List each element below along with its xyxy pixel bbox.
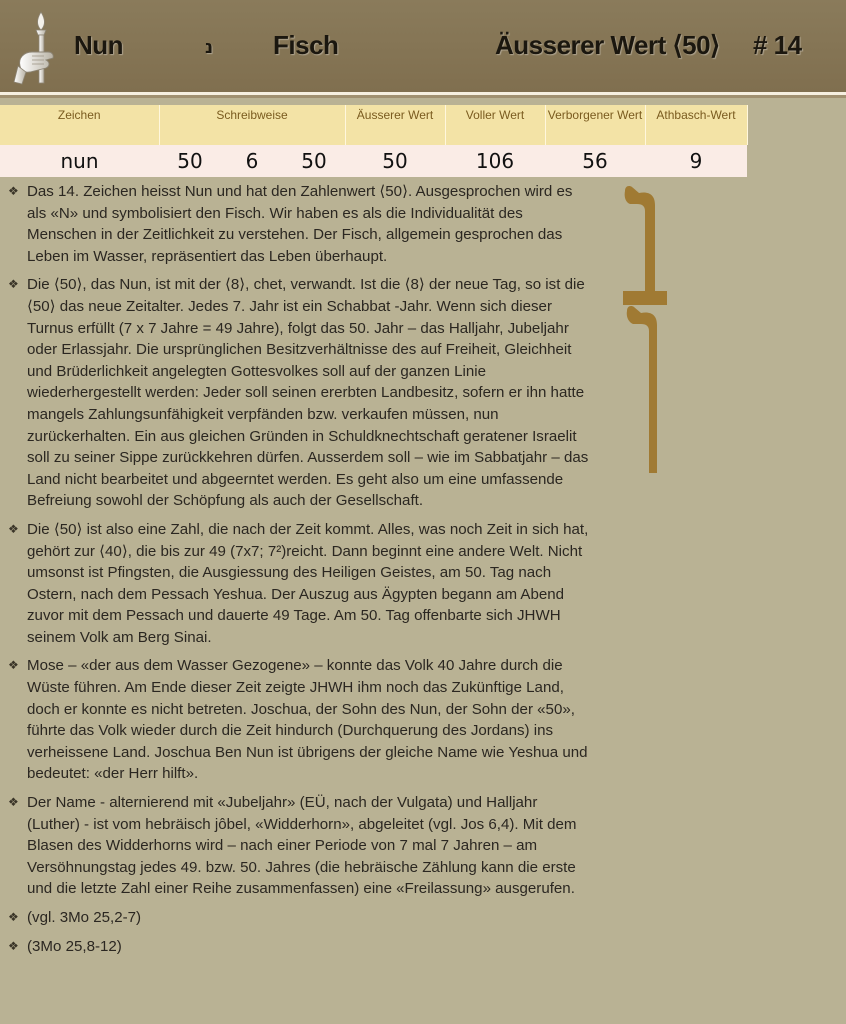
reference-2 [8, 936, 593, 958]
paragraph-text: Mose – «der aus dem Wasser Gezogene» – konnte das Volk 40 Jahre durch die Wüste führen. Am Ende dieser Zeit zeigte JHWH ihm noch das Zukünftige Land, doch er konnte es nicht betreten. Joschua, der Sohn des Nun, der Sohn der «50», führte das Volk wieder durch die Zeit hindurch (Durchquerung des Jordans) ins verheissene Land. Joschua Ben Nun ist übrigens der gleiche Name wie Yeshua und bedeutet: «der Herr hilft». [27, 657, 588, 783]
cell-verborgener-wert: 56 [545, 145, 645, 177]
paragraph-4 [8, 655, 593, 785]
letter-values-table [0, 105, 748, 177]
reference-text: (3Mo 25,8-12) [27, 937, 122, 955]
header-athbasch-wert: Athbasch-Wert [645, 105, 747, 145]
paragraph-1 [8, 181, 593, 267]
header-voller-wert: Voller Wert [445, 105, 545, 145]
reference-text: (vgl. 3Mo 25,2-7) [27, 909, 142, 926]
reference-1 [8, 907, 593, 929]
header-schreibweise: Schreibweise [159, 105, 345, 145]
letter-meaning: Fisch [273, 30, 339, 60]
cell-schreibweise-3: 50 [283, 145, 345, 177]
diamond-bullet-icon: ❖ [8, 938, 19, 953]
paragraph-5 [8, 792, 593, 900]
hebrew-letter-small: נ [205, 37, 213, 58]
diamond-bullet-icon: ❖ [8, 277, 19, 292]
header-divider-dark [0, 95, 846, 98]
diamond-bullet-icon: ❖ [8, 658, 19, 673]
letter-name: Nun [74, 30, 124, 60]
paragraph-text: Die ⟨50⟩ ist also eine Zahl, die nach der Zeit kommt. Alles, was noch Zeit in sich hat, gehört zur ⟨40⟩, die bis zur 49 (7x7; 7²)reicht. Dann beginnt eine andere Welt. Nicht umsonst ist Pfingsten, die Ausgiessung des Heiligen Geistes, am 50. Tag nach Ostern, nach dem Pessach Yeshua. Der Auszug aus Ägypten begann am Abend zuvor mit dem Pessach und dauerte 49 Tage. Am 50. Tag offenbarte sich JHWH seinem Volk am Berg Sinai. [27, 520, 589, 646]
paragraph-text: Das 14. Zeichen heisst Nun und hat den Zahlenwert ⟨50⟩. Ausgesprochen wird es als «N» und symbolisiert den Fisch. Wir haben es als die Individualität des Menschen in der Zeitlichkeit zu verstehen. Der Fisch, allgemein gesprochen das Leben im Wasser, repräsentiert das Leben überhaupt. [27, 183, 573, 265]
article-body [8, 181, 593, 964]
outer-value-title: Äusserer Wert ⟨50⟩ [495, 30, 720, 60]
header-zeichen: Zeichen [0, 105, 159, 145]
letter-number: # 14 [753, 30, 802, 60]
header-aeusserer-wert: Äusserer Wert [345, 105, 445, 145]
table-value-row [0, 145, 747, 177]
cell-schreibweise-2: 6 [221, 145, 283, 177]
header-verborgener-wert: Verborgener Wert [545, 105, 645, 145]
table-header-row [0, 105, 747, 145]
cell-zeichen: nun [0, 145, 159, 177]
paragraph-2 [8, 274, 593, 512]
cell-aeusserer-wert: 50 [345, 145, 445, 177]
cell-voller-wert: 106 [445, 145, 545, 177]
paragraph-text: Die ⟨50⟩, das Nun, ist mit der ⟨8⟩, chet, verwandt. Ist die ⟨8⟩ der neue Tag, so ist die ⟨50⟩ das neue Zeitalter. Jedes 7. Jahr ist ein Schabbat -Jahr. Wenn sich dieser Turnus erfüllt (7 x 7 Jahre = 49 Jahre), folgt das 50. Jahr – das Halljahr, Jubeljahr oder Erlassjahr. Die ursprünglichen Besitzverhältnisse des auf Freiheit, Gleichheit und Brüderlichkeit angelegten Gottesvolkes soll auf der ganzen Linie wiederhergestellt werden: Jeder soll seinen ererbten Landbesitz, sofern er ihn hatte mangels Zahlungsunfähigkeit verpfänden bzw. verkaufen müssen, nun zurückerhalten. Ein aus gleichen Gründen in Schuldknechtschaft geratener Israelit soll zu seiner Sippe zurückkehren dürfen. Ausserdem soll – wie im Sabbatjahr – das Land nicht bearbeitet und abgeerntet werden. Es geht also um eine umfassende Befreiung sowohl der Schöpfung als auch der Gesellschaft. [27, 276, 589, 510]
hebrew-nun-letter [615, 183, 673, 483]
diamond-bullet-icon: ❖ [8, 795, 19, 810]
diamond-bullet-icon: ❖ [8, 521, 19, 536]
diamond-bullet-icon: ❖ [8, 184, 19, 198]
torch-icon [10, 8, 58, 88]
paragraph-3 [8, 519, 593, 649]
cell-schreibweise-1: 50 [159, 145, 221, 177]
page-header [0, 0, 846, 92]
paragraph-text: Der Name - alternierend mit «Jubeljahr» (EÜ, nach der Vulgata) und Halljahr (Luther) - ist vom hebräisch jôbel, «Widderhorn», abgeleitet (vgl. Jos 6,4). Mit dem Blasen des Widderhorns wird – nach einer Periode von 7 mal 7 Jahren – am Versöhnungstag jedes 49. bzw. 50. Jahres (die hebräische Zählung kann die erste und die letzte Zahl einer Reihe zusammenfassen) eine «Freilassung» ausgerufen. [27, 794, 577, 898]
cell-athbasch-wert: 9 [645, 145, 747, 177]
diamond-bullet-icon: ❖ [8, 910, 19, 924]
